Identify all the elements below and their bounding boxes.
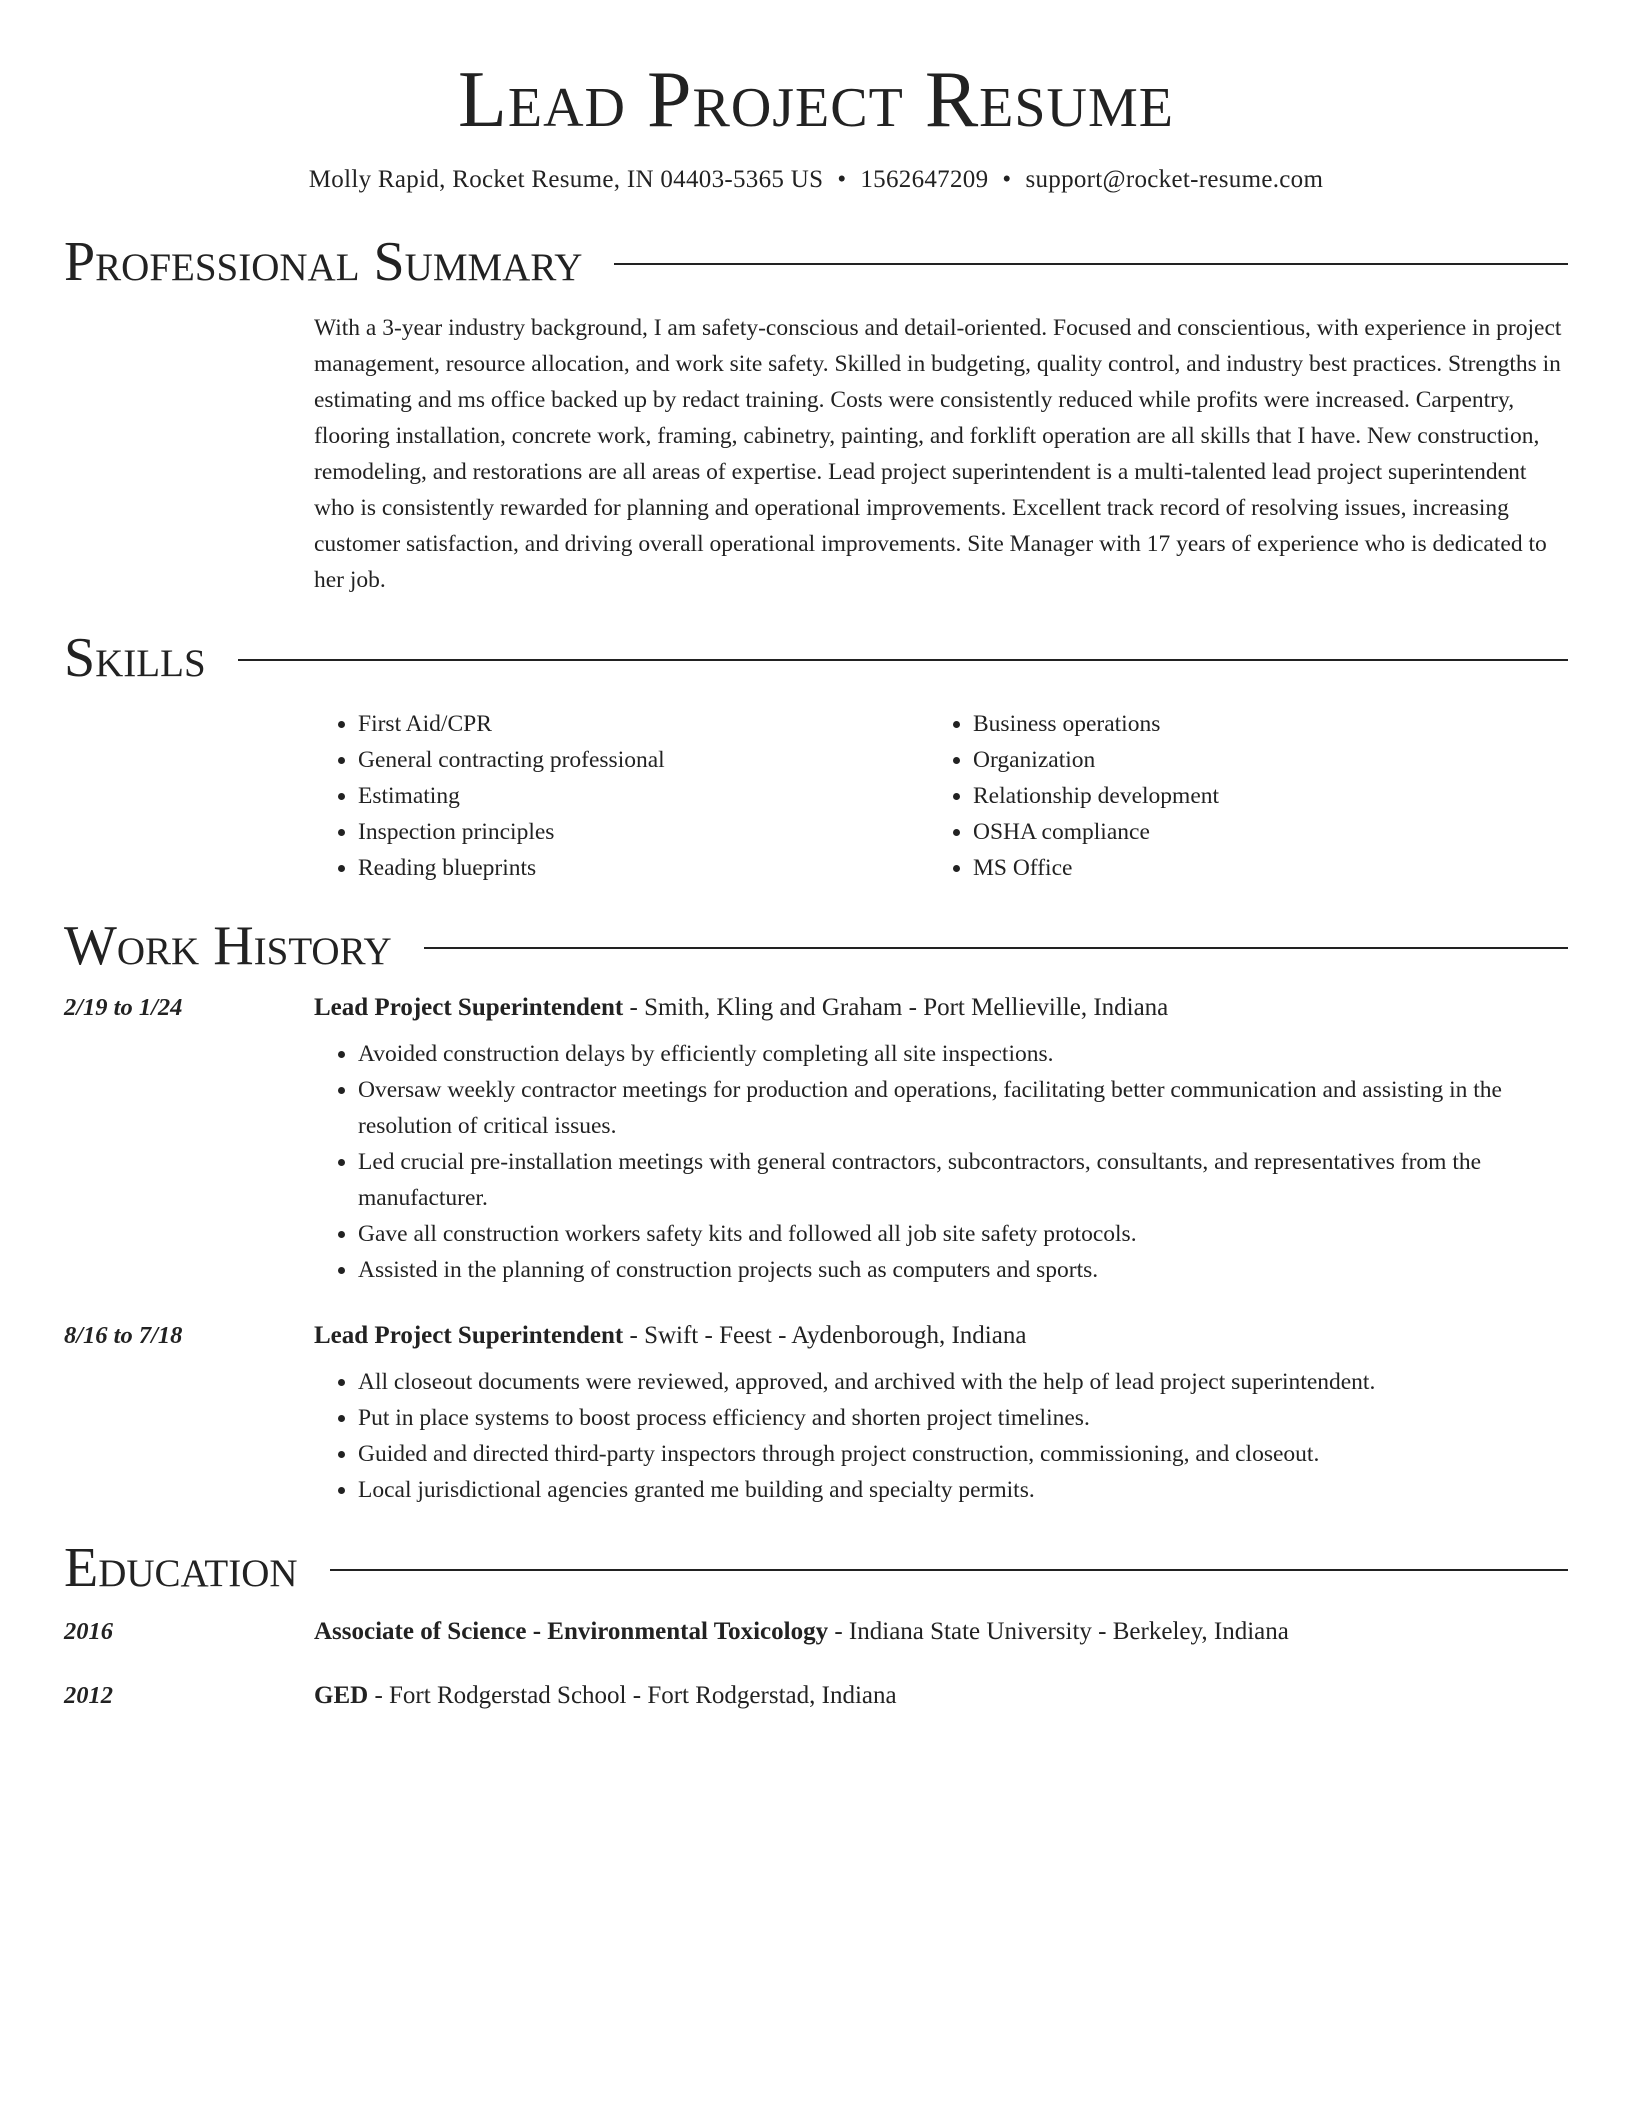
job-duties xyxy=(314,1364,1568,1508)
skill-item: • Organization xyxy=(973,742,1544,778)
education-school: - Fort Rodgerstad School - Fort Rodgerstad, Indiana xyxy=(368,1682,897,1709)
education-school: - Indiana State University - Berkeley, Indiana xyxy=(828,1618,1289,1645)
skills-heading: Skills xyxy=(64,627,206,689)
job-duty: • Assisted in the planning of construction projects such as computers and sports. xyxy=(358,1252,1568,1288)
job-dates: 2/19 to 1/24 xyxy=(64,994,183,1021)
job-duty: • Gave all construction workers safety kits and followed all job site safety protocols. xyxy=(358,1216,1568,1252)
job-title-line xyxy=(314,1322,1026,1350)
skill-item: • MS Office xyxy=(973,850,1544,886)
summary-body xyxy=(314,310,1568,598)
skills-section-header xyxy=(64,627,1568,689)
job-duty: • All closeout documents were reviewed, approved, and archived with the help of lead project superintendent. xyxy=(358,1364,1568,1400)
skill-item: • Inspection principles xyxy=(358,814,929,850)
education-year: 2012 xyxy=(64,1682,113,1709)
skills-body xyxy=(314,706,1568,886)
job-employer: - Swift - Feest - Aydenborough, Indiana xyxy=(623,1322,1027,1349)
summary-heading: Professional Summary xyxy=(64,231,583,293)
skill-item: • Business operations xyxy=(973,706,1544,742)
summary-section-header xyxy=(64,231,1568,293)
education-line xyxy=(314,1682,897,1710)
contact-separator: • xyxy=(1002,166,1012,193)
education-year: 2016 xyxy=(64,1618,113,1645)
job-title-line xyxy=(314,994,1168,1022)
resume-title: Lead Project Resume xyxy=(458,56,1174,144)
contact-address: Molly Rapid, Rocket Resume, IN 04403-5365 US xyxy=(308,166,824,193)
job-duties xyxy=(314,1036,1568,1288)
job-duty: • Oversaw weekly contractor meetings for production and operations, facilitating better communication and assisting in the resolution of critical issues. xyxy=(358,1072,1568,1144)
skill-item: • OSHA compliance xyxy=(973,814,1544,850)
contact-phone: 1562647209 xyxy=(860,166,989,193)
summary-text: With a 3-year industry background, I am safety-conscious and detail-oriented. Focused and conscientious, with experience in project management, resource allocation, and work site safety. Skilled in budgeting, quality control, and industry best practices. Strengths in estimating and ms office backed up by redact training. Costs were consistently reduced while profits were increased. Carpentry, flooring installation, concrete work, framing, cabinetry, painting, and forklift operation are all skills that I have. New construction, remodeling, and restorations are all areas of expertise. Lead project superintendent is a multi-talented lead project superintendent who is consistently rewarded for planning and operational improvements. Excellent track record of resolving issues, increasing customer satisfaction, and driving overall operational improvements. Site Manager with 17 years of experience who is dedicated to her job. xyxy=(314,315,1562,593)
skill-item: • General contracting professional xyxy=(358,742,929,778)
education-entry xyxy=(64,1682,1568,1710)
job-entry xyxy=(64,994,1568,1288)
education-degree: Associate of Science - Environmental Toxicology xyxy=(314,1618,829,1645)
skills-column-left xyxy=(314,706,929,886)
contact-line xyxy=(64,166,1568,194)
job-duty: • Guided and directed third-party inspectors through project construction, commissioning, and closeout. xyxy=(358,1436,1568,1472)
job-duty: • Local jurisdictional agencies granted me building and specialty permits. xyxy=(358,1472,1568,1508)
skill-item: • Estimating xyxy=(358,778,929,814)
education-degree: GED xyxy=(314,1682,369,1709)
job-duty: • Avoided construction delays by efficiently completing all site inspections. xyxy=(358,1036,1568,1072)
skills-column-right xyxy=(929,706,1544,886)
resume-page xyxy=(64,0,1568,1710)
contact-separator: • xyxy=(837,166,847,193)
work-section-header xyxy=(64,915,1568,977)
skills-grid xyxy=(314,706,1568,886)
education-entry xyxy=(64,1618,1568,1646)
job-dates: 8/16 to 7/18 xyxy=(64,1322,183,1349)
section-divider xyxy=(330,1569,1568,1571)
education-heading: Education xyxy=(64,1537,298,1599)
job-entry xyxy=(64,1322,1568,1508)
job-duty: • Put in place systems to boost process efficiency and shorten project timelines. xyxy=(358,1400,1568,1436)
skill-item: • First Aid/CPR xyxy=(358,706,929,742)
job-role: Lead Project Superintendent xyxy=(314,994,624,1021)
work-heading: Work History xyxy=(64,915,392,977)
job-role: Lead Project Superintendent xyxy=(314,1322,624,1349)
job-header xyxy=(64,1322,1568,1350)
section-divider xyxy=(614,263,1568,265)
job-duty: • Led crucial pre-installation meetings with general contractors, subcontractors, consultants, and representatives from the manufacturer. xyxy=(358,1144,1568,1216)
job-employer: - Smith, Kling and Graham - Port Mellieville, Indiana xyxy=(623,994,1169,1021)
job-header xyxy=(64,994,1568,1022)
contact-email: support@rocket-resume.com xyxy=(1025,166,1324,193)
skill-item: • Relationship development xyxy=(973,778,1544,814)
education-line xyxy=(314,1618,1289,1646)
skill-item: • Reading blueprints xyxy=(358,850,929,886)
education-section-header xyxy=(64,1537,1568,1599)
section-divider xyxy=(238,659,1568,661)
section-divider xyxy=(424,947,1568,949)
